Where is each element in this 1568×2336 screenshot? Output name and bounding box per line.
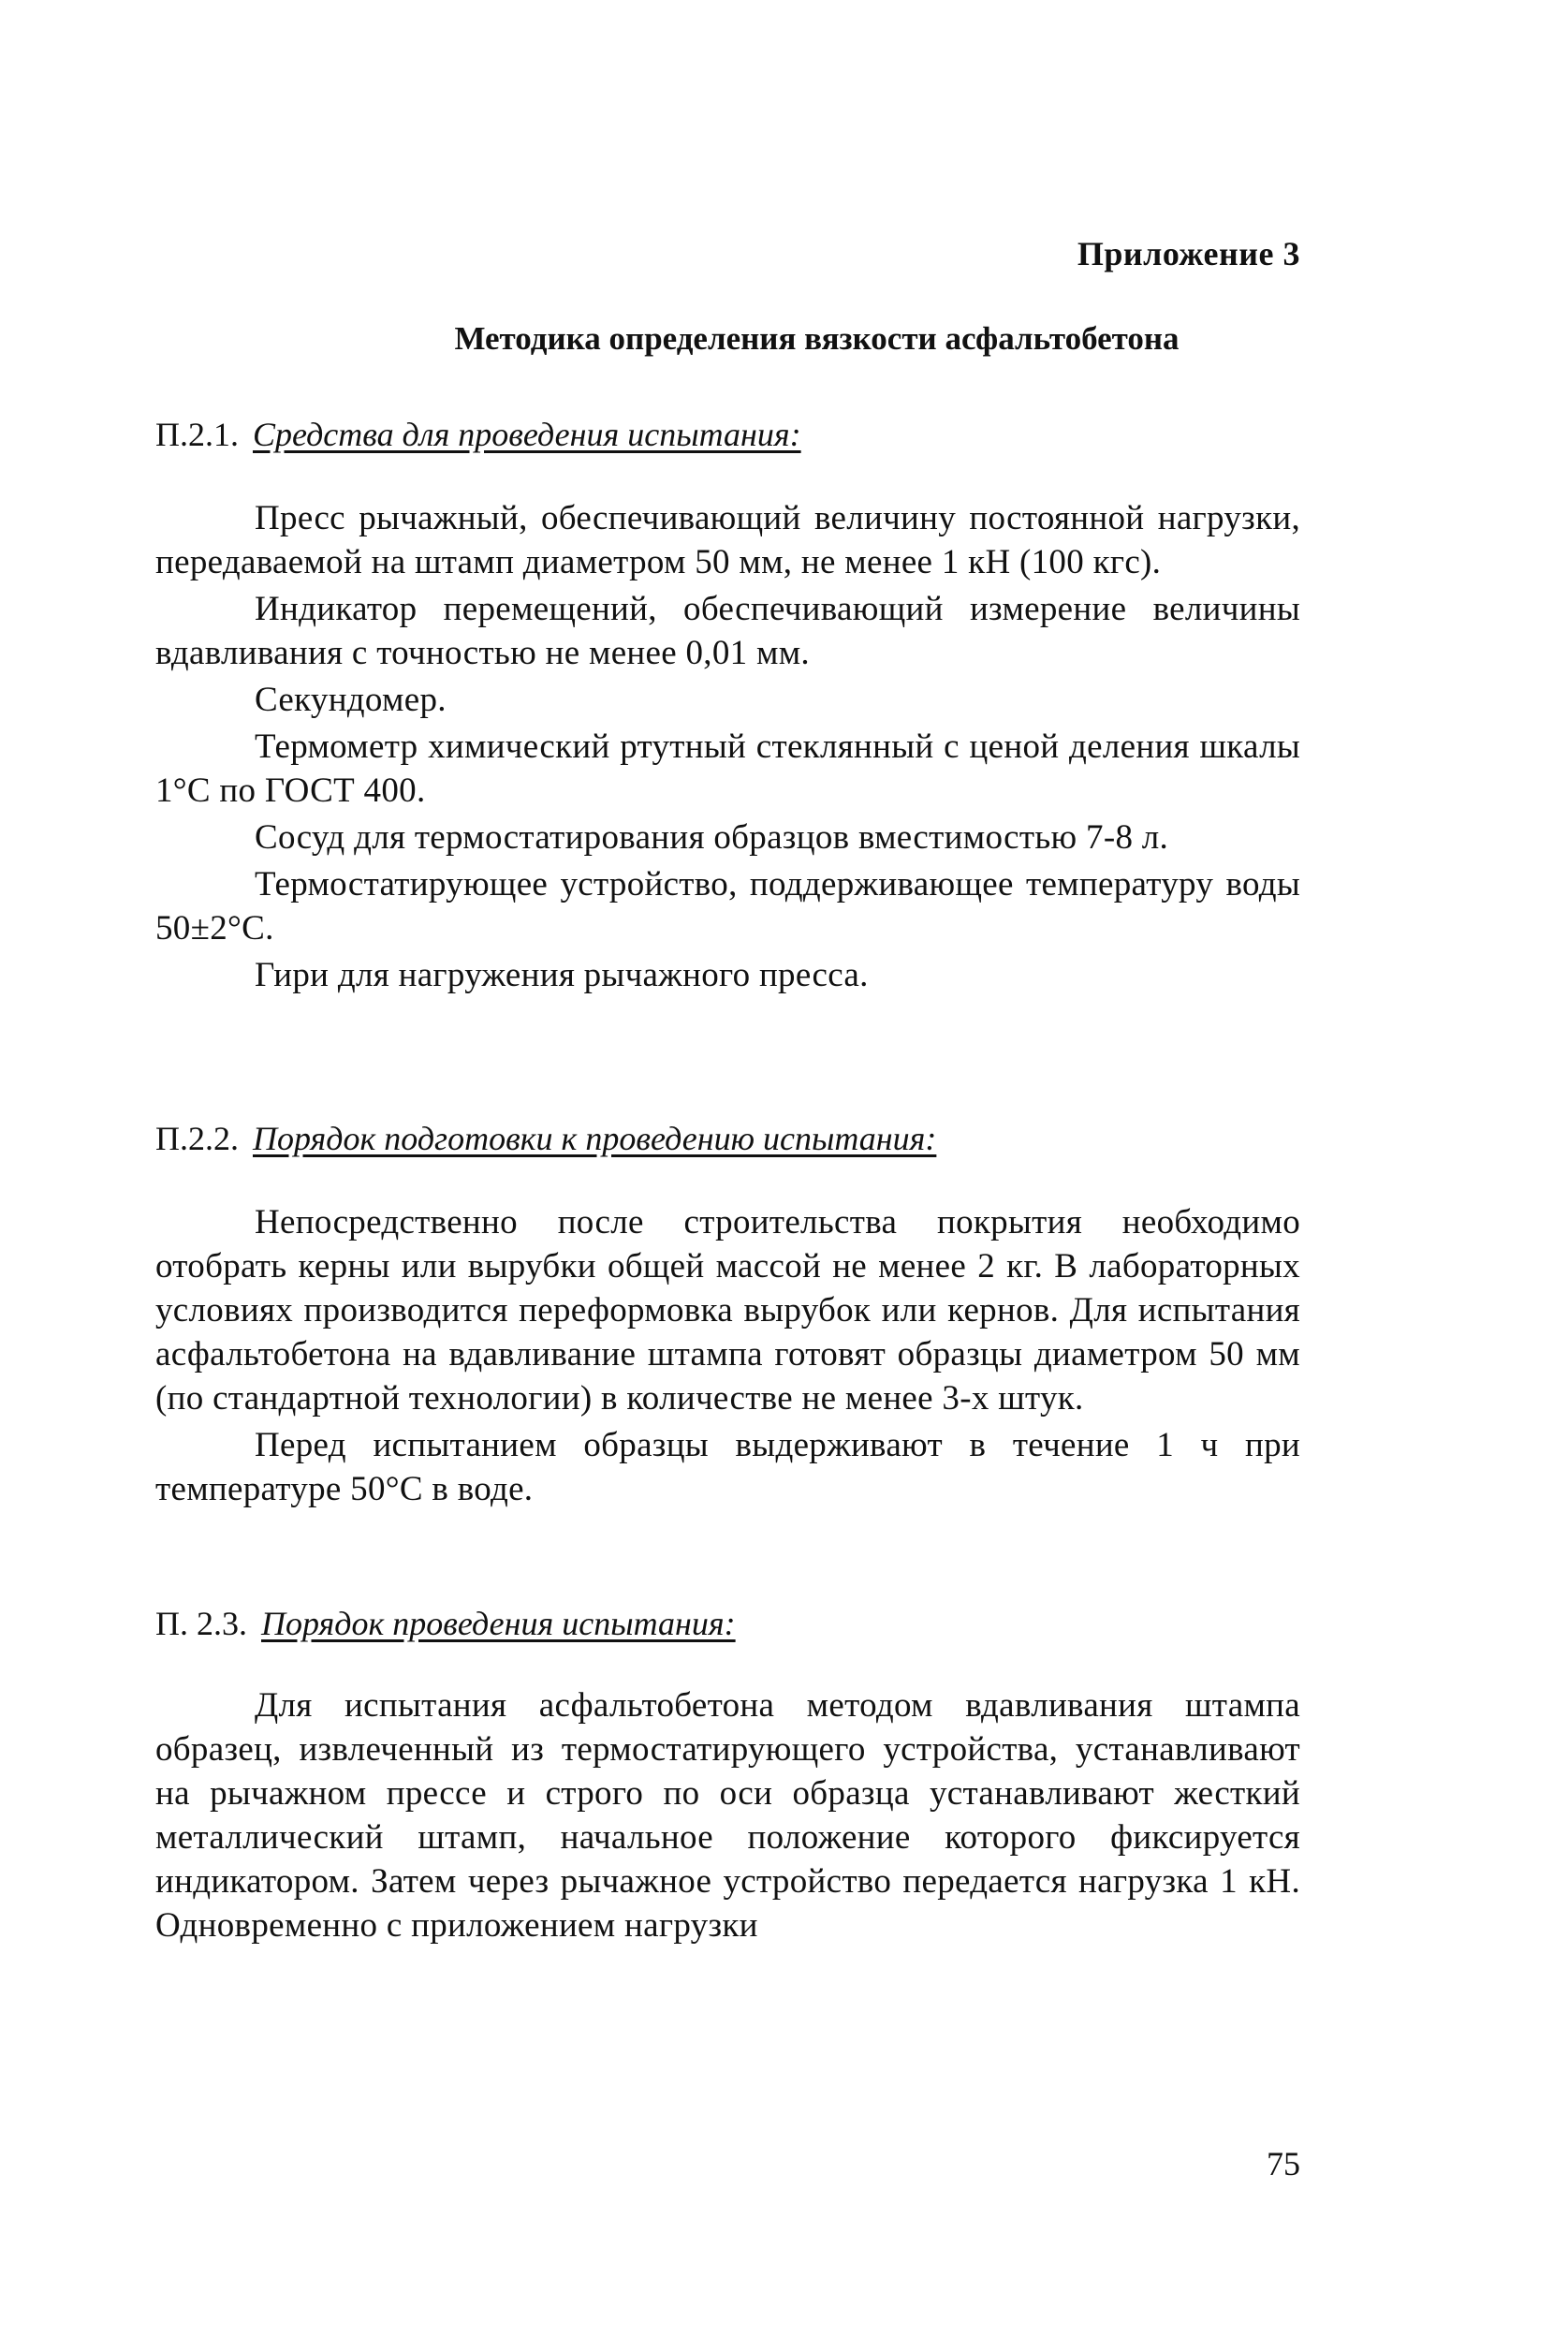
paragraph: Секундомер. (255, 681, 447, 719)
paragraph: Термостатирующее устройство, поддерживающее температуру воды 50±2°С. (155, 865, 1300, 948)
paragraph: Для испытания асфальтобетона методом вдавливания штампа образец, извлеченный из термостатирующего устройства, устанавливают на рычажном прессе и строго по оси образца устанавливают жесткий металлический штамп, начальное положение которого фиксируется индикатором. Затем через рычажное устройство передается нагрузка 1 кН. Одновременно с приложением нагрузки (155, 1686, 1300, 1945)
section-heading (155, 1116, 1300, 1161)
paragraph: Сосуд для термостатирования образцов вместимостью 7-8 л. (255, 818, 1169, 857)
paragraph: Непосредственно после строительства покрытия необходимо отобрать керны или вырубки общей массой не менее 2 кг. В лабораторных условиях производится переформовка вырубок или кернов. Для испытания асфальтобетона на вдавливание штампа готовят образцы диаметром 50 мм (по стандартной технологии) в количестве не менее 3-х штук. (155, 1203, 1300, 1418)
section-number: П.2.2. (155, 1120, 239, 1157)
section-heading (155, 412, 1300, 457)
section-2-3 (155, 1601, 1300, 1950)
page-number: 75 (1267, 2145, 1300, 2182)
section-number: П.2.1. (155, 416, 239, 453)
section-2-2 (155, 1116, 1300, 1514)
section-title: Порядок подготовки к проведению испытания: (253, 1120, 937, 1157)
section-number: П. 2.3. (155, 1605, 247, 1642)
document-title: Методика определения вязкости асфальтобетона (454, 320, 1180, 357)
appendix-label: Приложение 3 (1077, 235, 1300, 272)
section-heading (155, 1601, 1300, 1646)
paragraph: Индикатор перемещений, обеспечивающий измерение величины вдавливания с точностью не менее 0,01 мм. (155, 590, 1300, 672)
paragraph: Перед испытанием образцы выдерживают в течение 1 ч при температуре 50°С в воде. (155, 1426, 1300, 1508)
paragraph: Пресс рычажный, обеспечивающий величину постоянной нагрузки, передаваемой на штамп диаметром 50 мм, не менее 1 кН (100 кгс). (155, 499, 1300, 581)
section-2-1 (155, 412, 1300, 1000)
paragraph: Термометр химический ртутный стеклянный с ценой деления шкалы 1°С по ГОСТ 400. (155, 727, 1300, 810)
paragraph: Гири для нагружения рычажного пресса. (255, 956, 869, 994)
section-title: Порядок проведения испытания: (261, 1605, 736, 1642)
section-title: Средства для проведения испытания: (253, 416, 801, 453)
